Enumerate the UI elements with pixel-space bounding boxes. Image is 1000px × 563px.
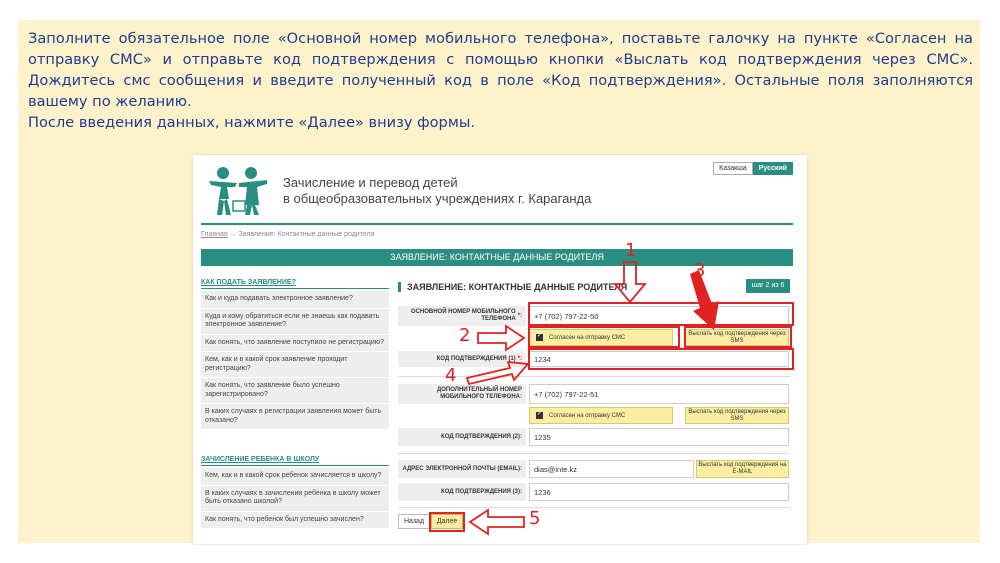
sidebar-item[interactable]: Как понять, что ребенок был успешно зачислен?	[201, 512, 389, 529]
arrow-1-icon	[615, 262, 645, 302]
email-input[interactable]: dias@inte.kz	[529, 460, 694, 478]
sidebar-item[interactable]: В каких случаях в зачислении ребенка в школу может быть отказано школой?	[201, 486, 389, 511]
extra-phone-input[interactable]: +7 (702) 797-22-51	[529, 384, 789, 404]
send-email-code-button[interactable]: Выслать код подтверждения на E-MAIL	[696, 460, 789, 478]
arrow-2-icon	[478, 326, 524, 350]
lang-kz-button[interactable]: Казакша	[713, 162, 753, 175]
page-banner: ЗАЯВЛЕНИЕ: КОНТАКТНЫЕ ДАННЫЕ РОДИТЕЛЯ	[201, 249, 793, 266]
annotation-number-4: 4	[445, 365, 457, 386]
sms-consent-label-2: Согласен на отправку СМС	[549, 412, 626, 419]
sidebar-item[interactable]: Кем, как и в какой срок ребенок зачисляется в школу?	[201, 468, 389, 485]
sidebar-item[interactable]: Как понять, что заявление было успешно зарегистрировано?	[201, 378, 389, 403]
code1-required-mark: *:	[517, 355, 522, 362]
code1-label-text: КОД ПОДТВЕРЖДЕНИЯ (1)	[436, 355, 516, 362]
next-button[interactable]: Далее	[431, 514, 463, 529]
arrow-5-icon	[470, 510, 524, 534]
sms-consent-label: Согласен на отправку СМС	[549, 334, 626, 341]
main-phone-input[interactable]: +7 (702) 797-22-50	[529, 306, 789, 326]
annotation-number-5: 5	[529, 508, 541, 529]
sidebar-item[interactable]: Куда и кому обратиться если не знаешь как подавать электронное заявление?	[201, 309, 389, 334]
arrow-4-icon	[467, 362, 528, 384]
site-title-line-1: Зачисление и перевод детей	[283, 175, 458, 190]
sidebar-section-title[interactable]: ЗАЧИСЛЕНИЕ РЕБЕНКА В ШКОЛУ	[201, 456, 389, 466]
annotation-number-1: 1	[625, 240, 637, 261]
annotation-number-3: 3	[694, 260, 706, 281]
lang-ru-button[interactable]: Русский	[753, 162, 793, 175]
annotation-number-2: 2	[459, 325, 471, 346]
main-phone-label-text: ОСНОВНОЙ НОМЕР МОБИЛЬНОГО ТЕЛЕФОНА	[410, 309, 516, 322]
site-title-line-2: в общеобразовательных учреждениях г. Караганда	[283, 191, 592, 206]
back-button[interactable]: Назад	[398, 514, 430, 529]
sidebar-item[interactable]: Как и куда подавать электронное заявление?	[201, 291, 389, 308]
send-sms-code-button-2[interactable]: Выслать код подтверждения через SMS	[685, 407, 789, 424]
email-label: АДРЕС ЭЛЕКТРОННОЙ ПОЧТЫ (EMAIL):	[398, 460, 526, 478]
form-title: ЗАЯВЛЕНИЕ: КОНТАКТНЫЕ ДАННЫЕ РОДИТЕЛЯ	[398, 282, 627, 292]
code3-input[interactable]: 1236	[529, 483, 789, 501]
code3-label: КОД ПОДТВЕРЖДЕНИЯ (3):	[398, 483, 526, 501]
step-badge: шаг 2 из 6	[746, 279, 790, 293]
sidebar-item[interactable]: Как понять, что заявление поступило не регистрацию?	[201, 335, 389, 352]
sidebar-section-title[interactable]: КАК ПОДАТЬ ЗАЯВЛЕНИЕ?	[201, 279, 389, 289]
code2-label: КОД ПОДТВЕРЖДЕНИЯ (2):	[398, 428, 526, 446]
main-phone-required-mark: *:	[517, 312, 522, 319]
extra-phone-label: ДОПОЛНИТЕЛЬНЫЙ НОМЕР МОБИЛЬНОГО ТЕЛЕФОНА:	[398, 384, 526, 404]
instructions-paragraph-2: После введения данных, нажмите «Далее» внизу формы.	[28, 114, 475, 131]
breadcrumb-current: Заявление: Контактные данные родителя	[238, 231, 375, 238]
send-sms-code-button[interactable]: Выслать код подтверждения через SMS	[685, 329, 789, 346]
breadcrumb-home-link[interactable]: Главная	[201, 231, 228, 238]
breadcrumb-arrow: →	[229, 231, 237, 238]
instructions-paragraph-1: Заполните обязательное поле «Основной номер мобильного телефона», поставьте галочку на пункте «Согласен на отправку СМС» и отправьте код подтверждения с помощью кнопки «Выслать код подтверждения через СМС». Дождитесь смс сообщения и введите полученный код в поле «Код подтверждения». Остальные поля заполняются вашему по желанию.	[28, 30, 973, 110]
sidebar-item[interactable]: Кем, как и в какой срок заявление проходит регистрацию?	[201, 352, 389, 377]
code1-input[interactable]: 1234	[529, 351, 789, 367]
sidebar-item[interactable]: В каких случаях в регистрации заявления может быть отказано?	[201, 404, 389, 429]
code2-input[interactable]: 1235	[529, 428, 789, 446]
